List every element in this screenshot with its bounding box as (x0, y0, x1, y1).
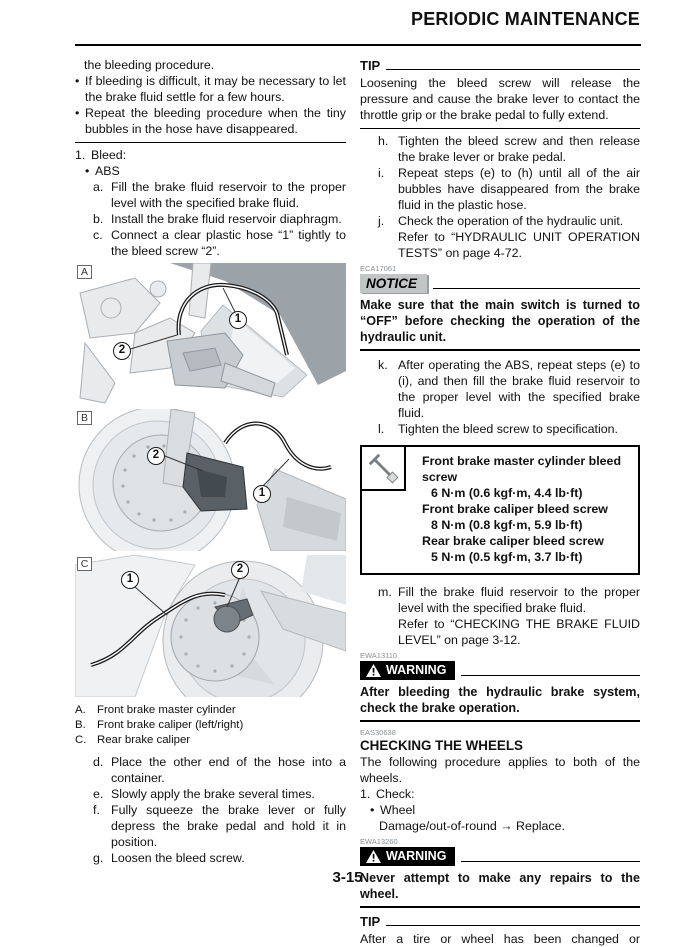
doc-code: EWA13110 (360, 651, 398, 660)
substep-text (398, 584, 640, 648)
substep-text-line: Fill the brake fluid reservoir to the proper level with the specified brake fluid. (398, 585, 640, 615)
numbered-step (75, 147, 346, 163)
tip-label: TIP (360, 58, 381, 73)
spec-item-value: 5 N·m (0.5 kgf·m, 3.7 lb·ft) (431, 550, 583, 564)
figure-c-rear-brake-caliper (75, 555, 346, 697)
substep-label: f. (93, 803, 100, 817)
substep-text: Tighten the bleed screw to specification. (398, 422, 618, 436)
left-column (75, 57, 346, 866)
figure-caption (75, 733, 346, 748)
step-number: 1. (75, 148, 86, 162)
notice-text: Make sure that the main switch is turned to “OFF” before checking the operation of the hydraulic unit. (360, 298, 640, 344)
warning-badge (360, 661, 455, 680)
page-title: PERIODIC MAINTENANCE (410, 9, 640, 29)
step-text: Bleed: (91, 148, 127, 162)
substep-text: Install the brake fluid reservoir diaphragm. (111, 212, 342, 226)
tip-text: After a tire or wheel has been changed or (360, 932, 640, 946)
substep-reference: Refer to “HYDRAULIC UNIT OPERATION TESTS” on page 4-72. (398, 230, 640, 260)
warning-label: WARNING (386, 849, 447, 863)
substep-reference: Refer to “CHECKING THE BRAKE FLUID LEVEL” on page 3-12. (398, 617, 640, 647)
substep (93, 227, 346, 259)
bullet-item: • ABS (85, 163, 346, 179)
figure-a-illustration (75, 263, 346, 405)
notice-badge: NOTICE (360, 274, 427, 293)
caption-text: Front brake master cylinder (97, 704, 236, 716)
caption-label: A. (75, 704, 86, 716)
torque-wrench-icon (362, 447, 406, 491)
caption-label: B. (75, 719, 86, 731)
tip-header (360, 914, 640, 930)
warning-text: After bleeding the hydraulic brake system, check the brake operation. (360, 685, 640, 715)
substep-label: b. (93, 212, 104, 226)
figure-b-front-brake-caliper (75, 409, 346, 551)
spec-item-value: 8 N·m (0.8 kgf·m, 5.9 lb·ft) (431, 518, 583, 532)
spec-item-name: Front brake master cylinder bleed screw (422, 454, 622, 484)
substep (378, 584, 640, 648)
substep (378, 133, 640, 165)
substep-label: m. (378, 585, 392, 599)
substep-label: k. (378, 358, 388, 372)
substep-text: Loosen the bleed screw. (111, 851, 245, 865)
numbered-step (360, 786, 640, 802)
tip-rule (386, 925, 640, 926)
spec-item-name: Rear brake caliper bleed screw (422, 534, 604, 548)
section-divider (360, 349, 640, 351)
doc-code: EAS30638 (360, 728, 396, 737)
substep-text-line: Check the operation of the hydraulic unit. (398, 214, 624, 228)
substep-label: j. (378, 214, 385, 228)
bullet-item: • If bleeding is difficult, it may be necessary to let the brake fluid settle for a few hours. (75, 73, 346, 105)
substep-label: g. (93, 851, 104, 865)
substep-label: c. (93, 228, 103, 242)
warning-header (360, 847, 640, 866)
substep (93, 850, 346, 866)
substep-text: Fill the brake fluid reservoir to the proper level with the specified brake fluid. (111, 180, 346, 210)
right-column (360, 57, 640, 947)
step-number: 1. (360, 787, 371, 801)
figure-a-front-master-cylinder (75, 263, 346, 405)
substep-text (398, 213, 640, 261)
figure-tag: A (77, 265, 92, 279)
warning-rule (461, 861, 640, 862)
warning-triangle-icon (366, 664, 381, 677)
substep (93, 754, 346, 786)
substep-text: Tighten the bleed screw and then release the brake lever or brake pedal. (398, 134, 640, 164)
substep-label: h. (378, 134, 389, 148)
figure-caption (75, 703, 346, 718)
section-divider (75, 142, 346, 143)
substep-text: Repeat steps (e) to (h) until all of the air bubbles have disappeared from the brake fluid in the plastic hose. (398, 166, 640, 212)
substep (378, 421, 640, 437)
substep (93, 211, 346, 227)
spec-item-name: Front brake caliper bleed screw (422, 502, 608, 516)
substep-label: i. (378, 166, 385, 180)
doc-code: ECA17061 (360, 264, 397, 273)
substep-label: l. (378, 422, 385, 436)
figure-b-illustration (75, 409, 346, 551)
callout-1: 1 (229, 311, 247, 329)
figure-caption (75, 718, 346, 733)
substep (378, 213, 640, 261)
substep-label: d. (93, 755, 104, 769)
substep-text: Connect a clear plastic hose “1” tightly to the bleed screw “2”. (111, 228, 346, 258)
caption-label: C. (75, 734, 87, 746)
figure-c-illustration (75, 555, 346, 697)
bullet-item: • Wheel (370, 802, 640, 818)
figure-caption-list (75, 703, 346, 748)
substep-text: After operating the ABS, repeat steps (e) to (i), and then fill the brake fluid reservoir to the proper level with the specified brake fluid. (398, 358, 640, 420)
section-intro: The following procedure applies to both of the wheels. (360, 755, 640, 785)
header-divider (75, 44, 641, 46)
doc-code: EWA13260 (360, 837, 398, 846)
notice-header (360, 274, 640, 293)
warning-badge (360, 847, 455, 866)
check-action: Damage/out-of-round → Replace. (379, 819, 565, 833)
figure-tag: C (77, 557, 92, 571)
section-divider (360, 128, 640, 129)
warning-triangle-icon (366, 850, 381, 863)
substep-text: Place the other end of the hose into a container. (111, 755, 346, 785)
callout-2: 2 (231, 561, 249, 579)
substep (378, 165, 640, 213)
warning-label: WARNING (386, 663, 447, 677)
substep (93, 179, 346, 211)
callout-1: 1 (121, 571, 139, 589)
caption-text: Rear brake caliper (97, 734, 191, 746)
substep-text: Fully squeeze the brake lever or fully depress the brake pedal and hold it in position. (111, 803, 346, 849)
substep (378, 357, 640, 421)
step-text: Check: (376, 787, 415, 801)
section-divider (360, 720, 640, 722)
warning-header (360, 661, 640, 680)
callout-2: 2 (147, 447, 165, 465)
figure-tag: B (77, 411, 92, 425)
warning-rule (461, 675, 640, 676)
notice-rule (433, 288, 640, 289)
tip-text: Loosening the bleed screw will release the pressure and cause the brake lever to contact the throttle grip or the brake pedal to fully extend. (360, 76, 640, 122)
callout-1: 1 (253, 485, 271, 503)
tip-rule (386, 69, 640, 70)
substep (93, 802, 346, 850)
section-heading: CHECKING THE WHEELS (360, 738, 523, 753)
page-number: 3-15 (332, 869, 363, 886)
substep (93, 786, 346, 802)
substep-label: e. (93, 787, 104, 801)
tip-label: TIP (360, 914, 381, 929)
warning-text: Never attempt to make any repairs to the wheel. (360, 871, 640, 901)
bullet-item: • Repeat the bleeding procedure when the tiny bubbles in the hose have disappeared. (75, 105, 346, 137)
callout-2: 2 (113, 342, 131, 360)
tip-header (360, 58, 640, 74)
paragraph-continuation: the bleeding procedure. (84, 58, 215, 72)
substep-label: a. (93, 180, 104, 194)
spec-item-value: 6 N·m (0.6 kgf·m, 4.4 lb·ft) (431, 486, 583, 500)
torque-spec-box (360, 445, 640, 575)
substep-text: Slowly apply the brake several times. (111, 787, 315, 801)
caption-text: Front brake caliper (left/right) (97, 719, 244, 731)
section-divider (360, 906, 640, 908)
